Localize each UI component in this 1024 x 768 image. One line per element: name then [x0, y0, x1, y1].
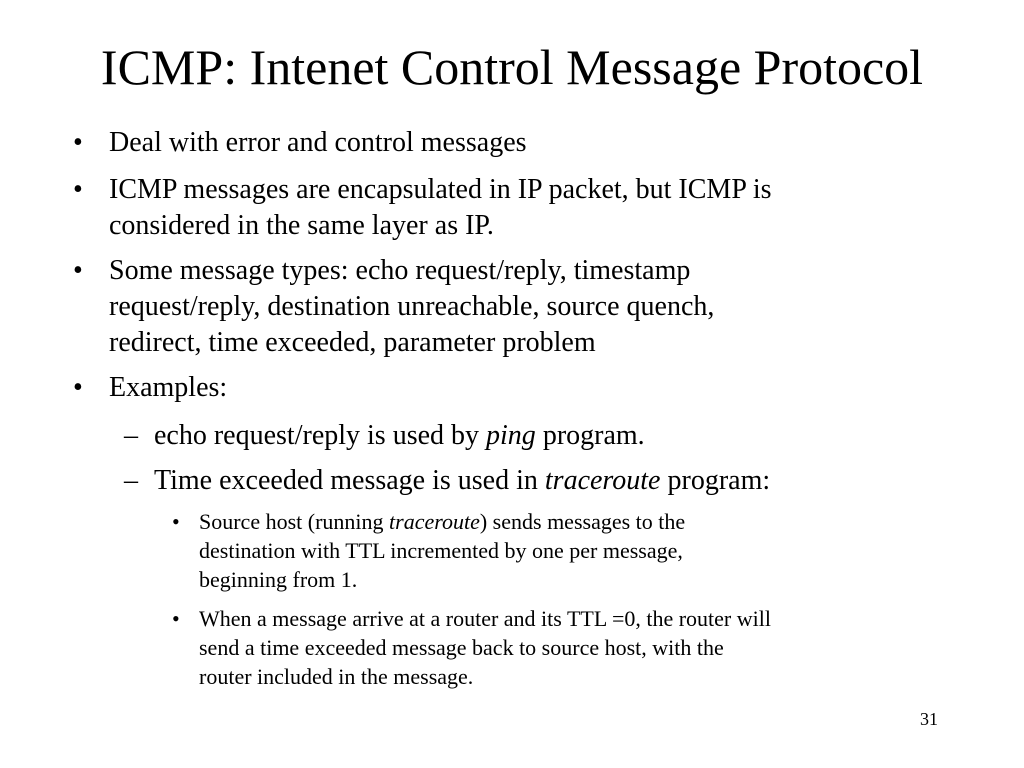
bullet-marker: • [73, 372, 83, 403]
sub-sub-bullet-item-1 [172, 507, 686, 594]
bullet-text: Examples: [109, 372, 228, 403]
bullet-item-2 [73, 172, 772, 244]
bullet-marker: • [73, 255, 83, 286]
ping-emphasis: ping [486, 420, 536, 451]
sub-bullet-item-2 [124, 463, 771, 499]
bullet-text-line: request/reply, destination unreachable, source quench, [109, 291, 715, 322]
sub-sub-bullet-line: send a time exceeded message back to source host, with the [199, 635, 724, 660]
bullet-marker: • [172, 509, 180, 534]
sub-bullet-text: program: [660, 465, 771, 496]
sub-sub-bullet-line [199, 507, 685, 536]
bullet-text-line: considered in the same layer as IP. [109, 210, 494, 241]
page-number: 31 [920, 709, 938, 729]
sub-bullet-text: Time exceeded message is used in [154, 465, 545, 496]
bullet-text: Deal with error and control messages [109, 127, 527, 158]
bullet-item-1 [73, 125, 527, 161]
text-segment: Source host (running [199, 509, 390, 534]
sub-sub-bullet-line: beginning from 1. [199, 567, 358, 592]
bullet-item-3 [73, 253, 715, 361]
bullet-item-4 [73, 370, 228, 406]
text-segment: ) sends messages to the [479, 509, 686, 534]
sub-bullet-item-1 [124, 418, 645, 454]
sub-bullet-text: program. [535, 420, 645, 451]
bullet-marker: • [73, 174, 83, 205]
dash-marker: – [124, 420, 138, 451]
traceroute-emphasis: traceroute [544, 465, 661, 496]
bullet-text-line: ICMP messages are encapsulated in IP packet, but ICMP is [109, 174, 772, 205]
bullet-marker: • [172, 606, 180, 631]
traceroute-emphasis: traceroute [389, 509, 480, 534]
bullet-marker: • [73, 127, 83, 158]
sub-bullet-text: echo request/reply is used by [154, 420, 487, 451]
sub-sub-bullet-item-2 [172, 604, 771, 691]
sub-sub-bullet-line: When a message arrive at a router and its TTL =0, the router will [199, 606, 771, 631]
sub-sub-bullet-line: router included in the message. [199, 664, 474, 689]
bullet-text-line: Some message types: echo request/reply, timestamp [109, 255, 691, 286]
sub-sub-bullet-line: destination with TTL incremented by one per message, [199, 538, 683, 563]
slide-title: ICMP: Intenet Control Message Protocol [100, 39, 924, 95]
bullet-text-line: redirect, time exceeded, parameter problem [109, 327, 596, 358]
dash-marker: – [124, 465, 138, 496]
